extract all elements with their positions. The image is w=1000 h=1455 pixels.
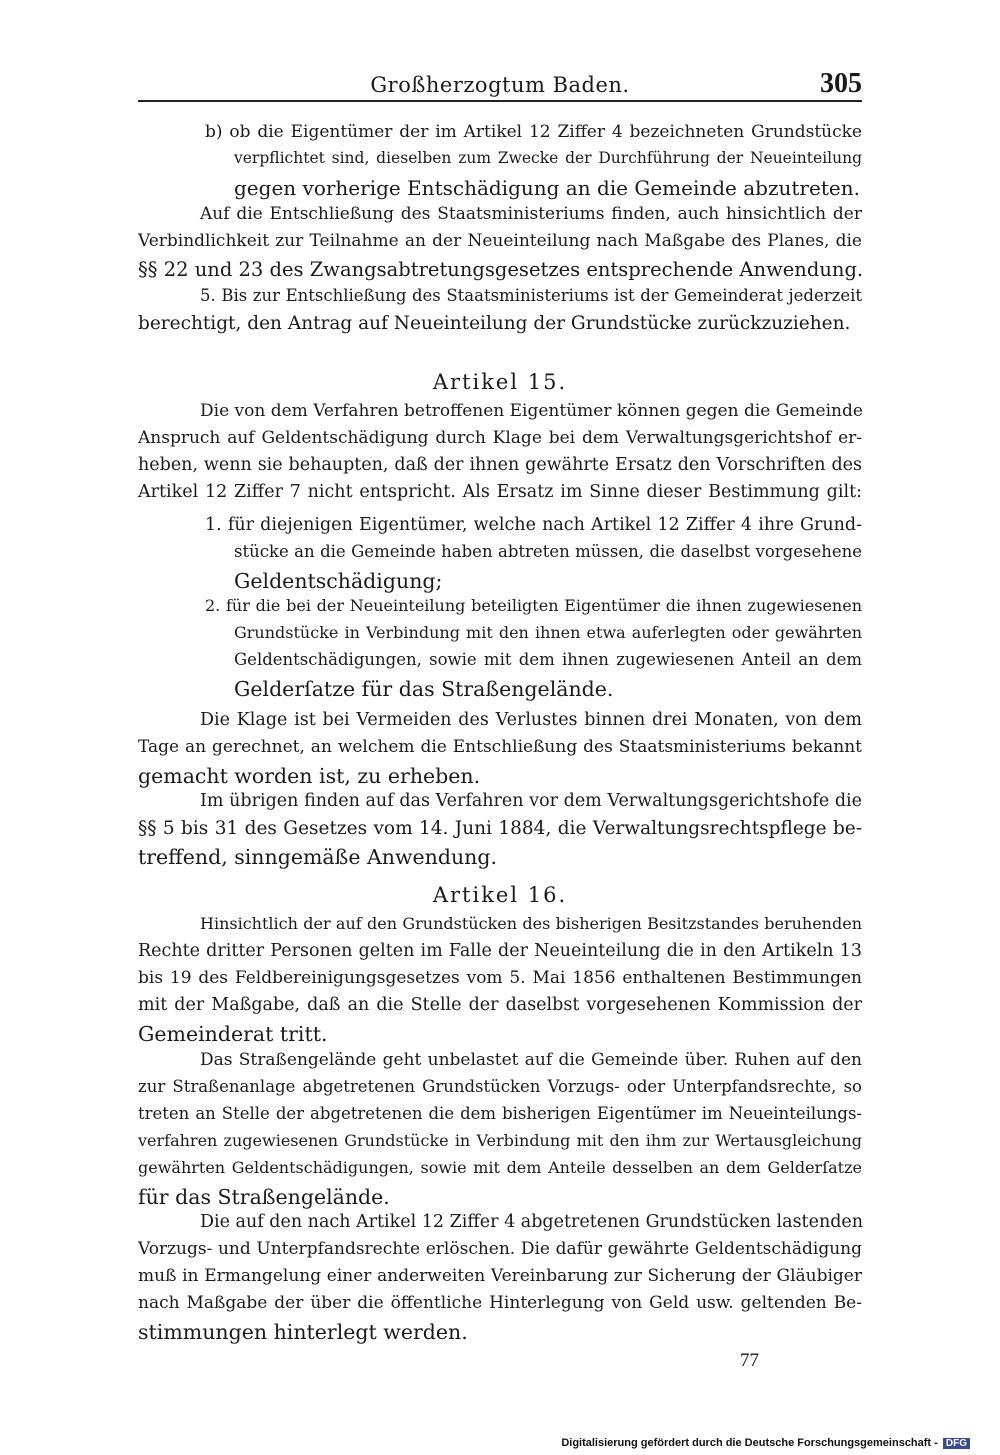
text-line: stimmungen hinterlegt werden. [138, 1320, 468, 1344]
text-line: Das Straßengelände geht unbelastet auf die Gemeinde über. Ruhen auf den [200, 1050, 862, 1070]
text-line: §§ 22 und 23 des Zwangsabtretungsgesetzes entsprechende Anwendung. [138, 258, 864, 281]
text-line: Rechte dritter Personen gelten im Falle der Neueinteilung die in den Artikeln 13 [138, 941, 862, 961]
text-line: gegen vorherige Entschädigung an die Gemeinde abzutreten. [234, 176, 860, 200]
text-line: Verbindlichkeit zur Teilnahme an der Neueinteilung nach Maßgabe des Planes, die [138, 231, 862, 251]
text-line: Gelderſatze für das Straßengelände. [234, 677, 614, 701]
dfg-logo-icon: DFG [943, 1438, 970, 1449]
text-line: §§ 5 bis 31 des Gesetzes vom 14. Juni 1884, die Verwaltungsrechtspflege be- [138, 818, 862, 839]
text-line: Geldentschädigung; [234, 569, 443, 593]
header-rule [138, 100, 862, 102]
text-line: Vorzugs- und Unterpfandsrechte erlöschen. Die dafür gewährte Geldentschädigung [138, 1239, 862, 1259]
text-line: nach Maßgabe der über die öffentliche Hinterlegung von Geld usw. geltenden Be- [138, 1293, 862, 1313]
text-line: Hinsichtlich der auf den Grundstücken des bisherigen Besitzstandes beruhenden [200, 914, 862, 933]
dfg-credit [561, 1437, 970, 1449]
text-line: verfahren zugewiesenen Grundstücke in Verbindung mit den ihm zur Wertausgleichung [138, 1131, 862, 1150]
text-line: zur Straßenanlage abgetretenen Grundstücken Vorzugs- oder Unterpfandsrechte, so [138, 1077, 862, 1096]
text-line: berechtigt, den Antrag auf Neueinteilung der Grundstücke zurückzuziehen. [138, 313, 851, 334]
text-line: stücke an die Gemeinde haben abtreten müssen, die daselbst vorgesehene [234, 542, 862, 561]
text-line: Im übrigen finden auf das Verfahren vor dem Verwaltungsgerichtshofe die [200, 791, 862, 811]
page-number: 305 [820, 68, 862, 99]
text-line: für das Straßengelände. [138, 1185, 390, 1209]
text-line: Geldentschädigungen, sowie mit dem ihnen zugewiesenen Anteil an dem [234, 650, 862, 669]
running-head: Großherzogtum Baden. [370, 73, 630, 97]
text-line: Die Klage ist bei Vermeiden des Verlustes binnen drei Monaten, von dem [200, 710, 862, 730]
text-line: muß in Ermangelung einer anderweiten Vereinbarung zur Sicherung der Gläubiger [138, 1266, 862, 1286]
text-line: treten an Stelle der abgetretenen die dem bisherigen Eigentümer im Neueinteilungs- [138, 1104, 862, 1123]
text-line: treffend, sinngemäße Anwendung. [138, 845, 498, 869]
text-line: 2. für die bei der Neueinteilung beteiligten Eigentümer die ihnen zugewiesenen [205, 596, 862, 615]
text-line: Die auf den nach Artikel 12 Ziffer 4 abgetretenen Grundstücken lastenden [200, 1212, 864, 1232]
article-heading: Artikel 15. [432, 370, 568, 394]
text-line: verpflichtet sind, dieselben zum Zwecke der Durchführung der Neueinteilung [234, 149, 862, 167]
text-line: Anspruch auf Geldentschädigung durch Klage bei dem Verwaltungsgerichtshof er- [138, 428, 862, 448]
text-line: Die von dem Verfahren betroffenen Eigentümer können gegen die Gemeinde [200, 401, 863, 421]
text-line: gemacht worden ist, zu erheben. [138, 764, 481, 788]
text-line: heben, wenn sie behaupten, daß der ihnen gewährte Ersatz den Vorschriften des [138, 455, 862, 475]
article-heading: Artikel 16. [432, 883, 568, 907]
text-line: 1. für diejenigen Eigentümer, welche nach Artikel 12 Ziffer 4 ihre Grund- [205, 515, 862, 535]
text-line: gewährten Geldentschädigungen, sowie mit dem Anteile desselben an dem Gelderſatze [138, 1158, 862, 1177]
signature-number: 77 [740, 1350, 759, 1371]
text-line: 5. Bis zur Entschließung des Staatsministeriums ist der Gemeinderat jederzeit [200, 286, 862, 305]
dfg-credit-text: Digitalisierung gefördert durch die Deutsche Forschungsgemeinschaft - [561, 1437, 938, 1449]
text-line: Auf die Entschließung des Staatsministeriums finden, auch hinsichtlich der [200, 204, 862, 224]
text-line: bis 19 des Feldbereinigungsgesetzes vom 5. Mai 1856 enthaltenen Bestimmungen [138, 968, 862, 988]
text-line: b) ob die Eigentümer der im Artikel 12 Ziffer 4 bezeichneten Grundstücke [205, 122, 862, 142]
text-line: Artikel 12 Ziffer 7 nicht entspricht. Als Ersatz im Sinne dieser Bestimmung gilt: [138, 482, 862, 502]
text-line: Gemeinderat tritt. [138, 1022, 328, 1046]
text-line: mit der Maßgabe, daß an die Stelle der daselbst vorgesehenen Kommission der [138, 995, 862, 1015]
text-line: Grundstücke in Verbindung mit den ihnen etwa auferlegten oder gewährten [234, 623, 862, 642]
text-line: Tage an gerechnet, an welchem die Entschließung des Staatsministeriums bekannt [138, 737, 862, 757]
